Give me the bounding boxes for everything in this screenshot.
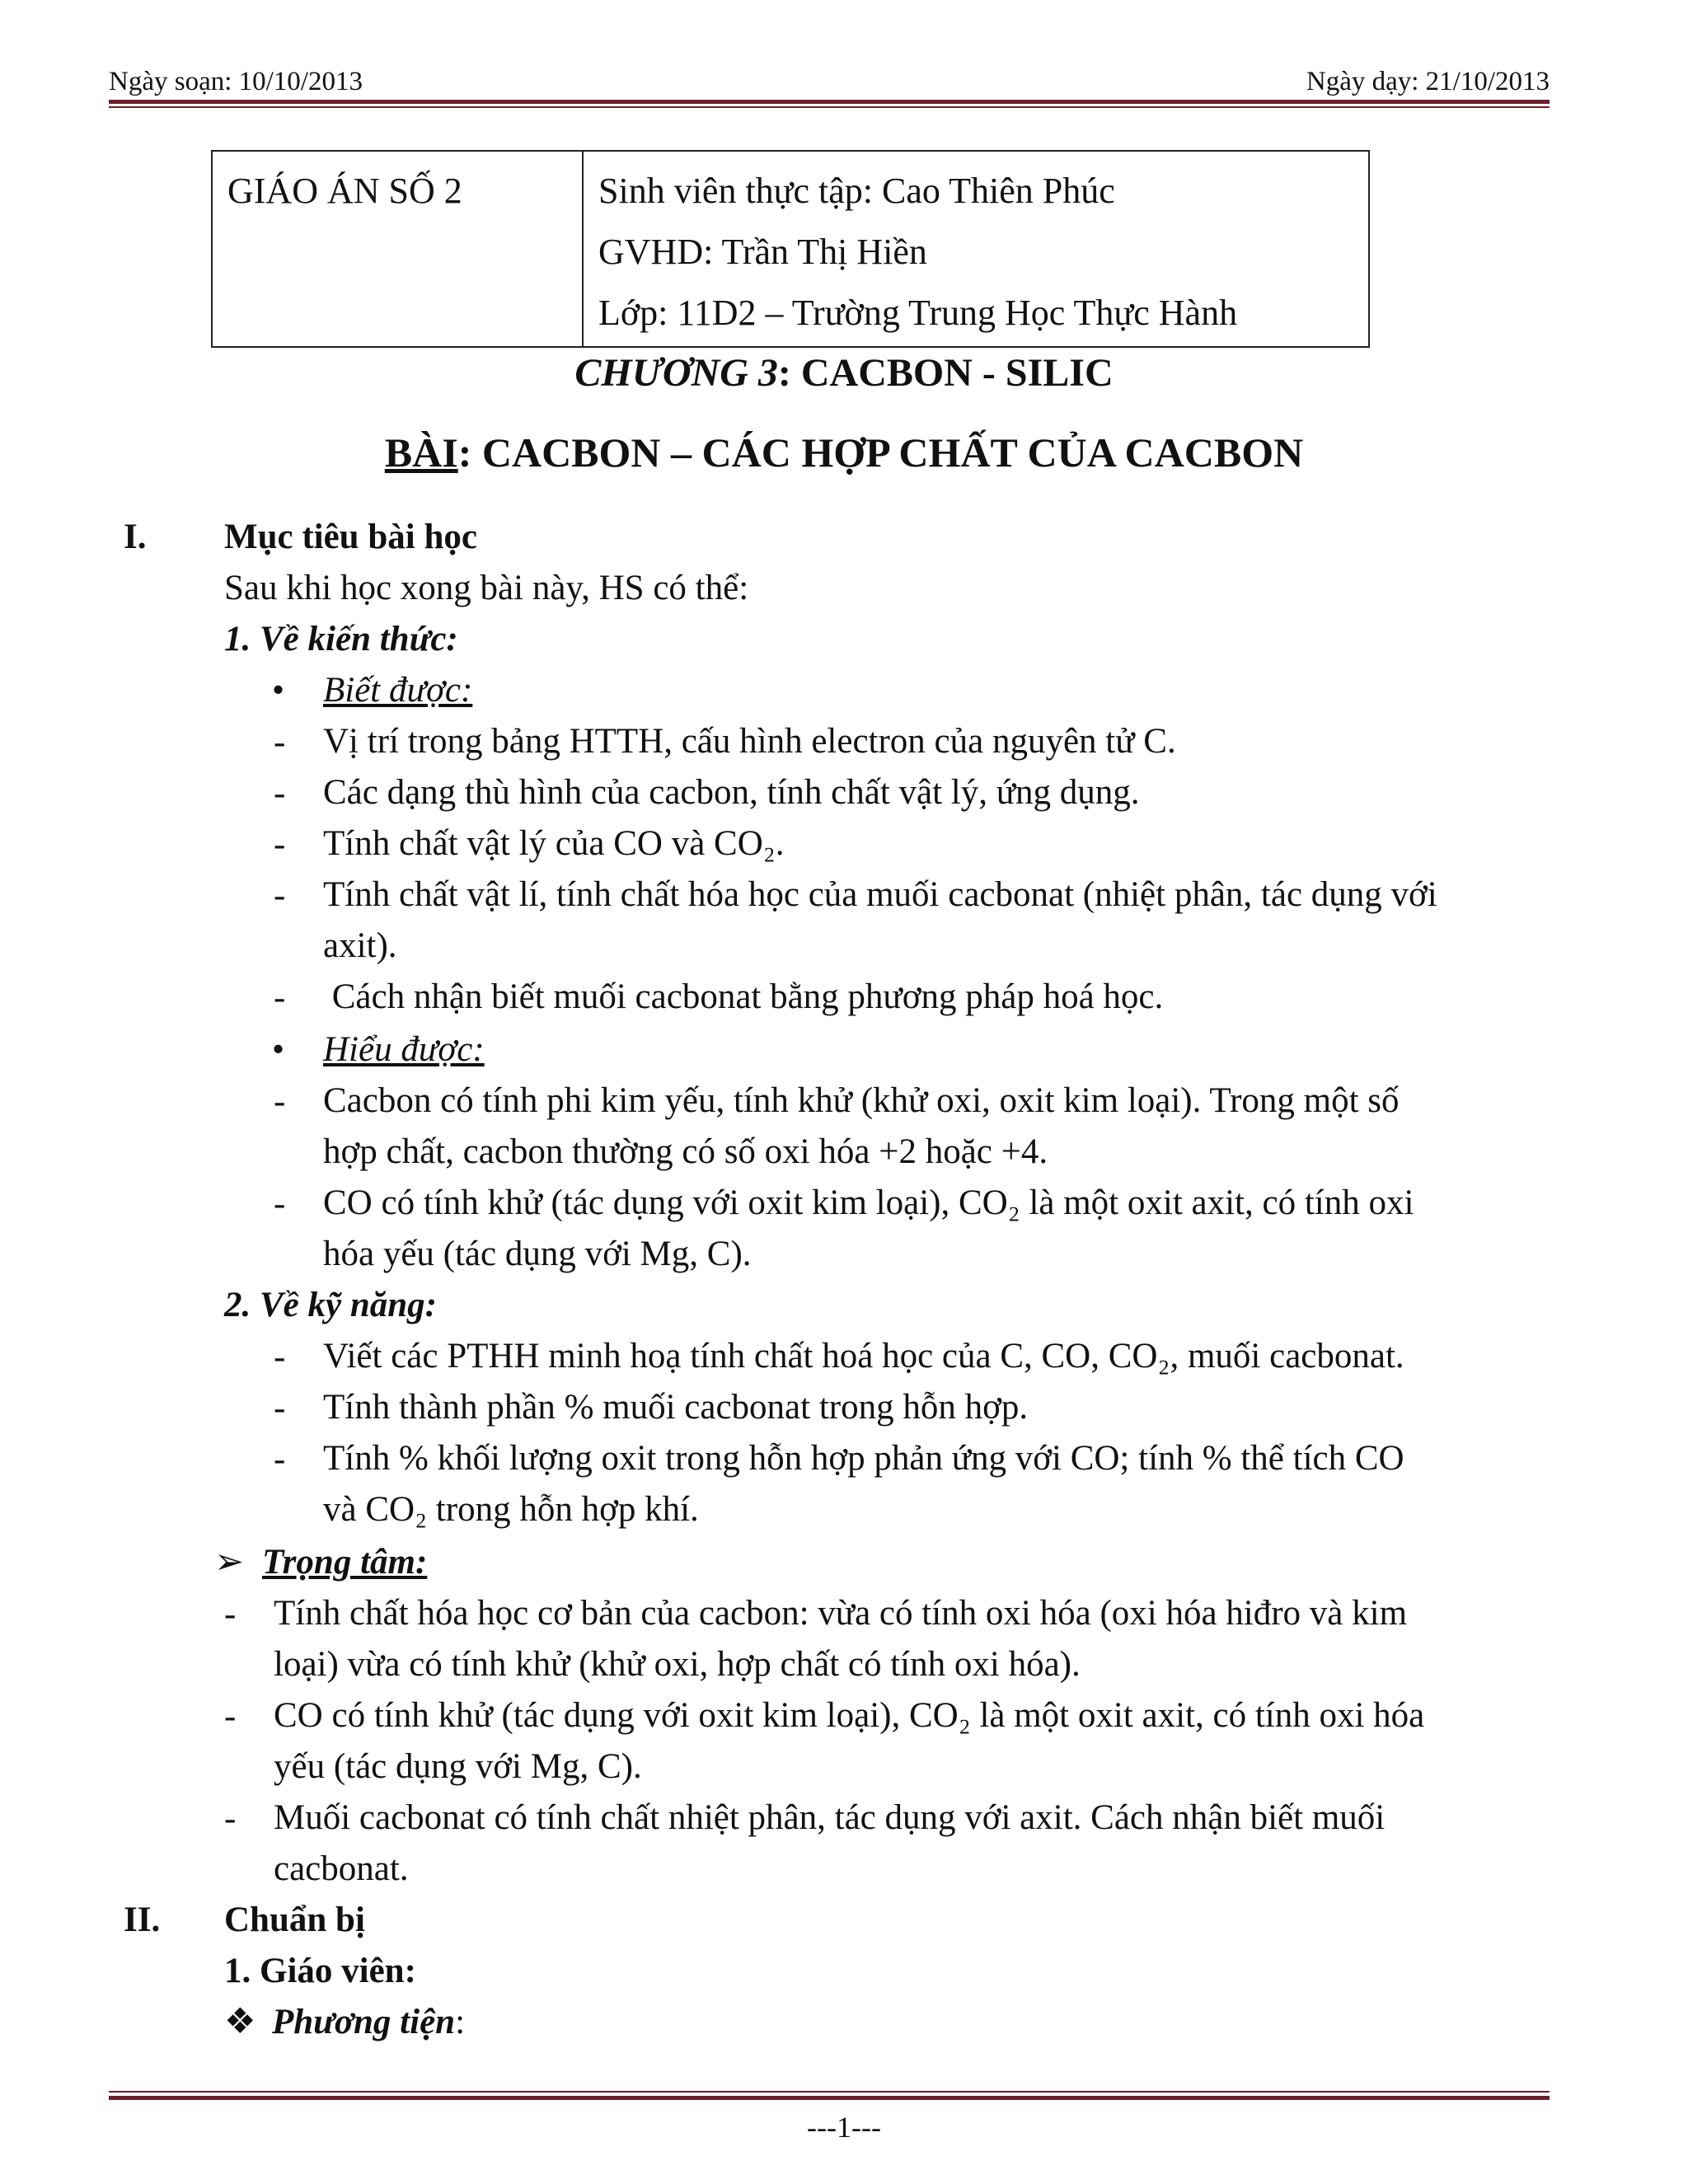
dash-icon: - bbox=[224, 1697, 237, 1736]
dash-icon: - bbox=[274, 723, 286, 762]
list-item: Tính chất vật lý của CO và CO₂. bbox=[323, 824, 785, 863]
details-cell bbox=[584, 152, 1368, 346]
dash-icon: - bbox=[274, 825, 286, 864]
info-table bbox=[211, 150, 1370, 348]
student-name: Sinh viên thực tập: Cao Thiên Phúc bbox=[598, 171, 1115, 211]
list-item-cont: hóa yếu (tác dụng với Mg, C). bbox=[323, 1235, 752, 1273]
dash-icon: - bbox=[274, 1440, 286, 1479]
list-item: Cacbon có tính phi kim yếu, tính khử (khử oxi, oxit kim loại). Trong một số bbox=[323, 1081, 1400, 1120]
dash-icon: - bbox=[274, 1338, 286, 1376]
header-rule-thin bbox=[109, 106, 1550, 108]
means-label: Phương tiện bbox=[272, 2003, 456, 2041]
list-item: Tính thành phần % muối cacbonat trong hỗn hợp. bbox=[323, 1388, 1029, 1427]
class-info: Lớp: 11D2 – Trường Trung Học Thực Hành bbox=[598, 293, 1238, 333]
list-item-cont: và CO₂ trong hỗn hợp khí. bbox=[323, 1490, 699, 1529]
prep-date: Ngày soạn: 10/10/2013 bbox=[109, 67, 363, 96]
chapter-title bbox=[0, 350, 1688, 396]
arrow-icon: ➢ bbox=[214, 1543, 245, 1582]
list-item-cont: loại) vừa có tính khử (khử oxi, hợp chất có tính oxi hóa). bbox=[274, 1645, 1081, 1684]
dash-icon: - bbox=[224, 1595, 237, 1633]
bullet-icon: • bbox=[272, 671, 285, 710]
section2-num: II. bbox=[124, 1900, 161, 1939]
plan-number: GIÁO ÁN SỐ 2 bbox=[227, 171, 462, 211]
know-label: Biết được: bbox=[323, 671, 473, 710]
teach-date: Ngày dạy: 21/10/2013 bbox=[1306, 67, 1550, 96]
list-item: Các dạng thù hình của cacbon, tính chất vật lý, ứng dụng. bbox=[323, 773, 1140, 812]
list-item: Tính chất vật lí, tính chất hóa học của muối cacbonat (nhiệt phân, tác dụng với bbox=[323, 875, 1437, 914]
dash-icon: - bbox=[274, 978, 286, 1017]
section1-intro: Sau khi học xong bài này, HS có thể: bbox=[224, 569, 749, 607]
means-colon: : bbox=[455, 2003, 466, 2041]
section1-title: Mục tiêu bài học bbox=[224, 518, 477, 556]
header-rule bbox=[109, 100, 1550, 104]
dash-icon: - bbox=[274, 1184, 286, 1223]
supervisor: GVHD: Trần Thị Hiền bbox=[598, 232, 927, 272]
list-item: Tính % khối lượng oxit trong hỗn hợp phản ứng với CO; tính % thể tích CO bbox=[323, 1439, 1404, 1478]
list-item-cont: hợp chất, cacbon thường có số oxi hóa +2 hoặc +4. bbox=[323, 1132, 1048, 1171]
list-item: CO có tính khử (tác dụng với oxit kim loại), CO₂ là một oxit axit, có tính oxi hóa bbox=[274, 1696, 1425, 1735]
list-item-cont: cacbonat. bbox=[274, 1849, 409, 1888]
dash-icon: - bbox=[274, 1389, 286, 1427]
chapter-label: CHƯƠNG 3 bbox=[574, 351, 778, 395]
lesson-name: : CACBON – CÁC HỢP CHẤT CỦA CACBON bbox=[457, 429, 1304, 476]
teacher-heading: 1. Giáo viên: bbox=[224, 1952, 416, 1990]
dash-icon: - bbox=[274, 1082, 286, 1121]
focus-heading: Trọng tâm: bbox=[262, 1543, 428, 1582]
section2-title: Chuẩn bị bbox=[224, 1900, 365, 1939]
chapter-name: : CACBON - SILIC bbox=[777, 351, 1114, 395]
list-item: Tính chất hóa học cơ bản của cacbon: vừa có tính oxi hóa (oxi hóa hiđro và kim bbox=[274, 1594, 1408, 1633]
dash-icon: - bbox=[274, 876, 286, 915]
list-item: Cách nhận biết muối cacbonat bằng phương pháp hoá học. bbox=[323, 977, 1164, 1016]
list-item: Viết các PTHH minh hoạ tính chất hoá học của C, CO, CO₂, muối cacbonat. bbox=[323, 1337, 1404, 1376]
lesson-label: BÀI bbox=[384, 429, 458, 476]
dash-icon: - bbox=[224, 1799, 237, 1838]
list-item: Muối cacbonat có tính chất nhiệt phân, tác dụng với axit. Cách nhận biết muối bbox=[274, 1798, 1386, 1837]
list-item: Vị trí trong bảng HTTH, cấu hình electron của nguyên tử C. bbox=[323, 722, 1176, 761]
section1-num: I. bbox=[124, 518, 147, 556]
lesson-title bbox=[0, 429, 1688, 476]
page-number: ---1--- bbox=[807, 2111, 881, 2144]
plan-cell bbox=[213, 152, 584, 346]
footer-rule bbox=[109, 2096, 1550, 2100]
page-header bbox=[109, 56, 1550, 97]
diamond-icon: ❖ bbox=[224, 2003, 256, 2041]
means-heading bbox=[272, 2003, 465, 2041]
footer-rule-thin bbox=[109, 2091, 1550, 2093]
understand-label: Hiểu được: bbox=[323, 1030, 485, 1069]
list-item-cont: yếu (tác dụng với Mg, C). bbox=[274, 1747, 642, 1786]
bullet-icon: • bbox=[272, 1030, 285, 1069]
list-item-cont: axit). bbox=[323, 926, 397, 965]
knowledge-heading: 1. Về kiến thức: bbox=[224, 620, 458, 658]
list-item: CO có tính khử (tác dụng với oxit kim loại), CO₂ là một oxit axit, có tính oxi bbox=[323, 1183, 1414, 1222]
dash-icon: - bbox=[274, 774, 286, 813]
skills-heading: 2. Về kỹ năng: bbox=[224, 1286, 437, 1324]
